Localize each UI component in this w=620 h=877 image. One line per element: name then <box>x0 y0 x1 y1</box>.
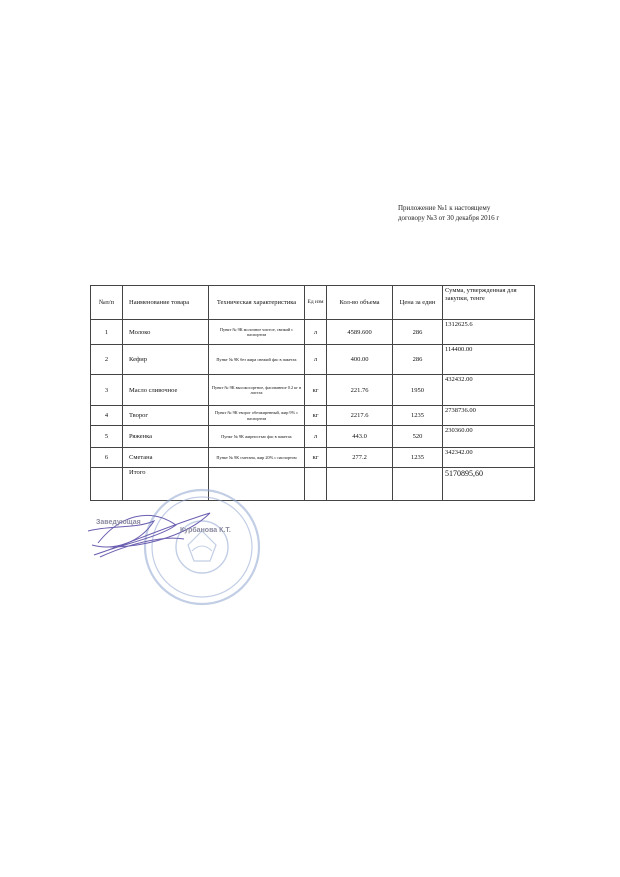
table-row <box>91 448 535 468</box>
col-header-spec: Техническая характеристика <box>209 286 305 320</box>
cell-price: 1235 <box>393 448 443 468</box>
total-empty-cell <box>327 468 393 501</box>
cell-unit: л <box>305 320 327 345</box>
cell-spec: Пункт № 9К жирностью фас в пакетах <box>209 426 305 448</box>
cell-name: Ряженка <box>123 426 209 448</box>
appendix-note <box>398 203 538 223</box>
table-row <box>91 406 535 426</box>
cell-sum: 1312625.6 <box>443 320 535 345</box>
cell-sum: 114400.00 <box>443 345 535 375</box>
cell-sum: 2738736.00 <box>443 406 535 426</box>
cell-sum: 342342.00 <box>443 448 535 468</box>
col-header-name: Наименование товара <box>123 286 209 320</box>
cell-unit: кг <box>305 375 327 406</box>
cell-price: 286 <box>393 345 443 375</box>
cell-name: Кефир <box>123 345 209 375</box>
cell-name: Молоко <box>123 320 209 345</box>
cell-qty: 277.2 <box>327 448 393 468</box>
total-sum: 5170895,60 <box>443 468 535 501</box>
total-empty-cell <box>393 468 443 501</box>
cell-unit: л <box>305 426 327 448</box>
cell-price: 1950 <box>393 375 443 406</box>
cell-num: 2 <box>91 345 123 375</box>
cell-qty: 443.0 <box>327 426 393 448</box>
table-row <box>91 426 535 448</box>
col-header-sum: Сумма, утвержденная для закупки, тенге <box>443 286 535 320</box>
cell-price: 286 <box>393 320 443 345</box>
stamp-position-label: Заведующая <box>96 519 141 526</box>
cell-spec: Пункт № 9К молочное чистое, свежий с паспортом <box>209 320 305 345</box>
cell-sum: 432432.00 <box>443 375 535 406</box>
col-header-unit: Ед изм <box>305 286 327 320</box>
stamp-signer-name: Курбанова К.Т. <box>180 527 231 534</box>
cell-qty: 4589.600 <box>327 320 393 345</box>
table-row <box>91 345 535 375</box>
cell-qty: 221.76 <box>327 375 393 406</box>
col-header-num: №п/п <box>91 286 123 320</box>
cell-spec: Пункт № 9К без жира свежий фас в пакетах <box>209 345 305 375</box>
cell-name: Творог <box>123 406 209 426</box>
table-row <box>91 320 535 345</box>
cell-num: 3 <box>91 375 123 406</box>
stamp-and-signature <box>80 485 270 610</box>
cell-spec: Пункт № 9К творог обезжиренный, жир 9% с паспортом <box>209 406 305 426</box>
goods-table <box>90 285 535 501</box>
appendix-note-line-1: Приложение №1 к настоящему <box>398 204 491 212</box>
cell-price: 1235 <box>393 406 443 426</box>
cell-name: Сметана <box>123 448 209 468</box>
cell-num: 1 <box>91 320 123 345</box>
cell-qty: 400.00 <box>327 345 393 375</box>
table-header-row <box>91 286 535 320</box>
cell-num: 4 <box>91 406 123 426</box>
cell-num: 6 <box>91 448 123 468</box>
cell-qty: 2217.6 <box>327 406 393 426</box>
cell-sum: 230360.00 <box>443 426 535 448</box>
col-header-qty: Кол-во объема <box>327 286 393 320</box>
cell-spec: Пункт № 9К высокосортное, фасованное 0.2 кг в листах <box>209 375 305 406</box>
col-header-price: Цена за един <box>393 286 443 320</box>
cell-name: Масло сливочное <box>123 375 209 406</box>
round-seal-icon <box>80 485 270 610</box>
total-label: Итого <box>123 468 209 501</box>
cell-num: 5 <box>91 426 123 448</box>
cell-price: 520 <box>393 426 443 448</box>
cell-unit: кг <box>305 406 327 426</box>
appendix-note-line-2: договору №3 от 30 декабря 2016 г <box>398 214 500 222</box>
cell-unit: кг <box>305 448 327 468</box>
cell-spec: Пункт № 9К сметана, жир 20% с паспортом <box>209 448 305 468</box>
total-empty-cell <box>305 468 327 501</box>
table-row <box>91 375 535 406</box>
cell-unit: л <box>305 345 327 375</box>
